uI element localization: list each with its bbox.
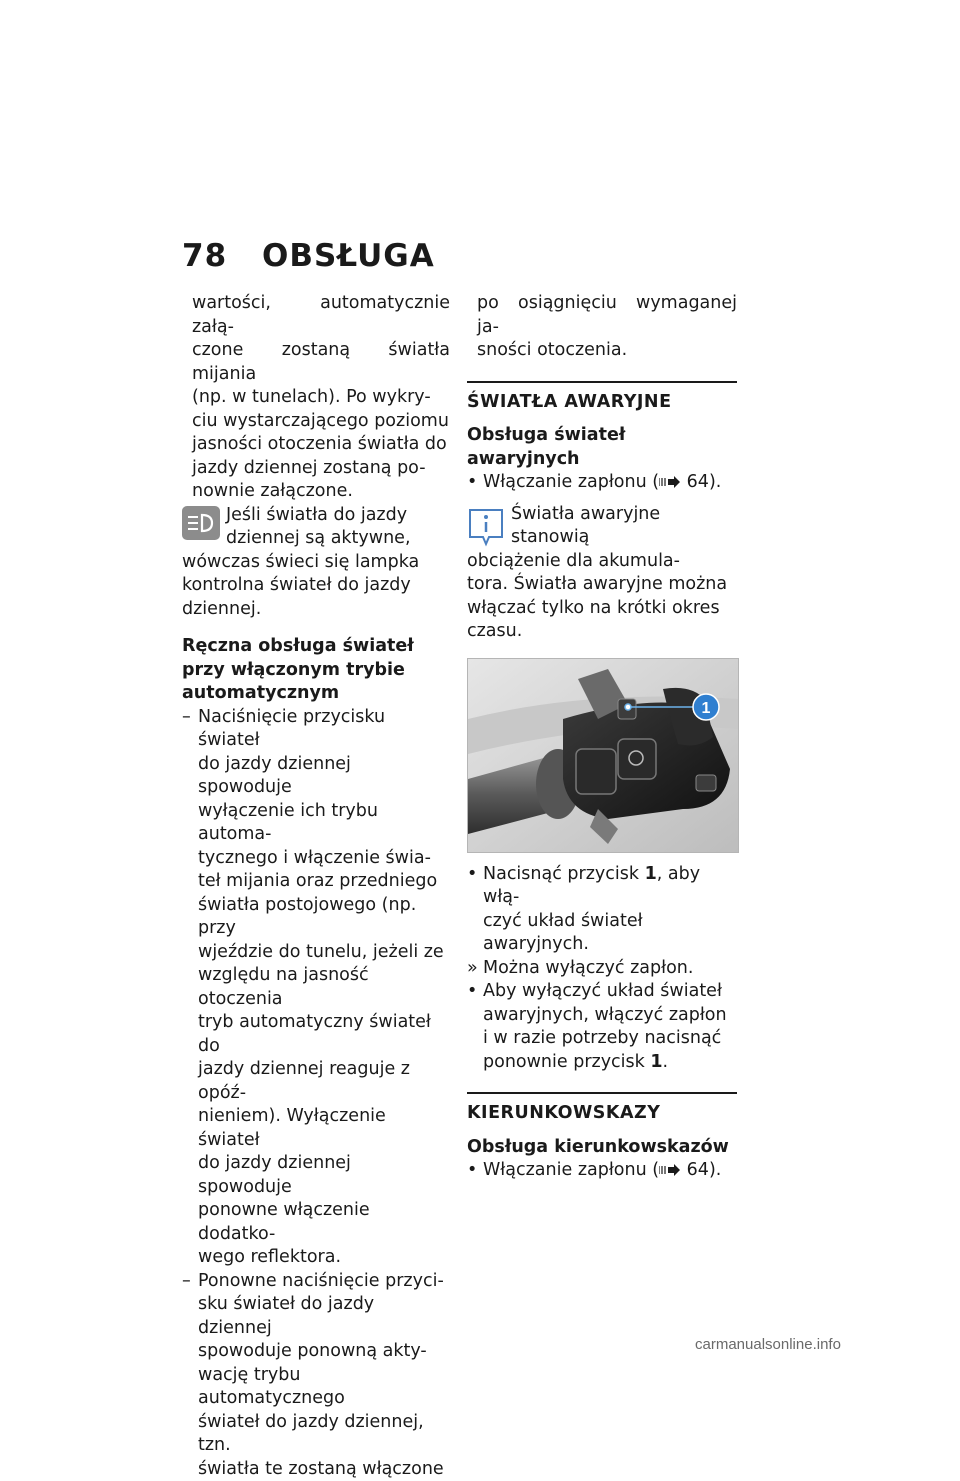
text-line: wjeździe do tunelu, jeżeli ze xyxy=(198,941,450,965)
page-ref: 64). xyxy=(687,472,722,492)
result-item xyxy=(467,957,737,981)
turn-signal-section-title: KIERUNKOWSKAZY xyxy=(467,1102,737,1126)
text-line: włączać tylko na krótki okres xyxy=(467,597,737,621)
text-line: Jeśli światła do jazdy xyxy=(182,504,450,528)
section-title: OBSŁUGA xyxy=(262,238,435,274)
bullet-item xyxy=(467,863,737,957)
page-reference-arrow-icon xyxy=(659,1164,681,1176)
subheading-line: automatycznym xyxy=(182,682,450,706)
hazard-section-title: ŚWIATŁA AWARYJNE xyxy=(467,391,737,415)
text-line: dziennej są aktywne, xyxy=(182,527,450,551)
text-line: Włączanie zapłonu ( xyxy=(483,1160,659,1180)
text-line: sności otoczenia. xyxy=(477,339,737,363)
text-line: do jazdy dziennej spowoduje xyxy=(198,753,450,800)
text-line: wego reflektora. xyxy=(198,1246,450,1270)
info-icon xyxy=(467,507,505,547)
text-line: tora. Światła awaryjne można xyxy=(467,573,737,597)
dash-marker: – xyxy=(182,1270,191,1294)
right-column xyxy=(467,292,737,1183)
text-line: nieniem). Wyłączenie świateł xyxy=(198,1105,450,1152)
text-line: światła te zostaną włączone xyxy=(198,1458,450,1481)
text-line: po osiągnięciu wymaganej ja- xyxy=(477,292,737,339)
text-line: wówczas świeci się lampka xyxy=(182,551,450,575)
text-line: teł mijania oraz przedniego xyxy=(198,870,450,894)
turn-signal-subtitle: Obsługa kierunkowskazów xyxy=(467,1136,737,1160)
watermark[interactable]: carmanualsonline.info xyxy=(695,1336,841,1353)
text-line: wację trybu automatycznego xyxy=(198,1364,450,1411)
text-line: jazdy dziennej zostaną po- xyxy=(192,457,450,481)
text-line: obciążenie dla akumula- xyxy=(467,550,737,574)
text-line: wartości, automatycznie załą- xyxy=(192,292,450,339)
text-fragment: Nacisnąć przycisk xyxy=(483,864,645,884)
text-line: względu na jasność otoczenia xyxy=(198,964,450,1011)
text-line: sku świateł do jazdy dziennej xyxy=(198,1293,450,1340)
text-line: jasności otoczenia światła do xyxy=(192,433,450,457)
text-line: światła postojowego (np. przy xyxy=(198,894,450,941)
text-line: czasu. xyxy=(467,620,737,644)
text-line: Aby wyłączyć układ świateł xyxy=(483,980,737,1004)
text-line: ponowne włączenie dodatko- xyxy=(198,1199,450,1246)
text-line: Można wyłączyć zapłon. xyxy=(483,957,737,981)
reference-number: 1 xyxy=(650,1052,662,1072)
bullet-marker: • xyxy=(467,1159,477,1183)
daytime-running-light-indicator-icon xyxy=(182,506,220,540)
text-line: jazdy dziennej reaguje z opóź- xyxy=(198,1058,450,1105)
hazard-subtitle: Obsługa świateł awaryjnych xyxy=(467,424,737,471)
dash-marker: – xyxy=(182,706,191,730)
dash-item xyxy=(182,1270,450,1481)
text-line: Światła awaryjne stanowią xyxy=(467,503,737,550)
page-ref: 64). xyxy=(687,1160,722,1180)
text-fragment: , aby włą- xyxy=(483,864,700,908)
text-line: czone zostaną światła mijania xyxy=(192,339,450,386)
text-fragment: . xyxy=(663,1052,669,1072)
hazard-note xyxy=(467,503,737,644)
text-line: czyć układ świateł awaryjnych. xyxy=(483,910,737,957)
text-line: Włączanie zapłonu ( xyxy=(483,472,659,492)
manual-heading xyxy=(182,635,450,706)
bullet-marker: • xyxy=(467,471,477,495)
text-line: dziennej. xyxy=(182,598,450,622)
text-line: (np. w tunelach). Po wykry- xyxy=(192,386,450,410)
text-line: wyłączenie ich trybu automa- xyxy=(198,800,450,847)
indicator-note xyxy=(182,504,450,622)
dash-item xyxy=(182,706,450,1270)
text-line: spowoduje ponowną akty- xyxy=(198,1340,450,1364)
handlebar-switch-photo xyxy=(467,658,739,853)
text-line: kontrolna świateł do jazdy xyxy=(182,574,450,598)
page-header xyxy=(182,238,435,274)
bullet-item xyxy=(467,1159,737,1183)
text-line: Ponowne naciśnięcie przyci- xyxy=(198,1270,450,1294)
left-column xyxy=(182,292,450,1481)
intro-continuation xyxy=(467,292,737,363)
reference-number: 1 xyxy=(645,864,657,884)
bullet-marker: • xyxy=(467,863,477,887)
subheading-line: Ręczna obsługa świateł xyxy=(182,635,450,659)
bullet-item xyxy=(467,980,737,1074)
text-line: awaryjnych, włączyć zapłon xyxy=(483,1004,737,1028)
bullet-marker: • xyxy=(467,980,477,1004)
section-rule xyxy=(467,1092,737,1094)
text-line: i w razie potrzeby nacisnąć xyxy=(483,1027,737,1051)
text-line: nownie załączone. xyxy=(192,480,450,504)
subheading-line: przy włączonym trybie xyxy=(182,659,450,683)
text-line: świateł do jazdy dziennej, tzn. xyxy=(198,1411,450,1458)
text-line: Naciśnięcie przycisku świateł xyxy=(198,706,450,753)
bullet-item xyxy=(467,471,737,495)
intro-paragraph xyxy=(182,292,450,504)
photo-callout-number: 1 xyxy=(702,700,711,717)
text-line: do jazdy dziennej spowoduje xyxy=(198,1152,450,1199)
text-line: tryb automatyczny świateł do xyxy=(198,1011,450,1058)
page-number: 78 xyxy=(182,238,262,274)
section-rule xyxy=(467,381,737,383)
text-line: ciu wystarczającego poziomu xyxy=(192,410,450,434)
handlebar-switch-illustration xyxy=(468,659,738,852)
page-reference-arrow-icon xyxy=(659,476,681,488)
result-marker: » xyxy=(467,957,478,981)
text-fragment: ponownie przycisk xyxy=(483,1052,650,1072)
text-line: tycznego i włączenie świa- xyxy=(198,847,450,871)
